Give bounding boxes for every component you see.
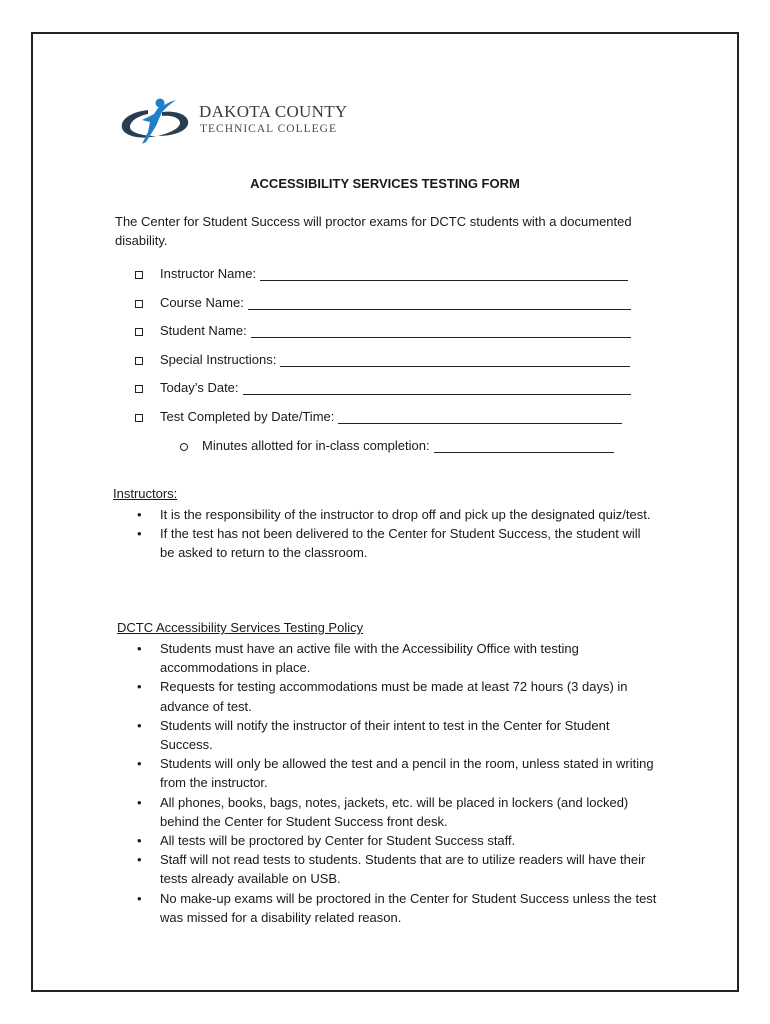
list-item-text: All phones, books, bags, notes, jackets, etc. will be placed in lockers (and locked) behind the Center for Student Success front desk. [160,794,629,829]
field-todays-date [135,380,631,409]
checkbox-icon [135,271,143,279]
bullet-icon: • [137,679,142,695]
checkbox-icon [135,414,143,422]
bullet-icon: • [137,852,142,868]
field-test-completed [135,409,631,438]
bullet-icon: • [137,794,142,810]
field-label: Course Name: [160,294,244,310]
checkbox-icon [135,357,143,365]
field-label: Instructor Name: [160,266,257,281]
list-item-text: If the test has not been delivered to the Center for Student Success, the student will be asked to return to the classroom. [160,526,641,561]
list-item-text: It is the responsibility of the instructor to drop off and pick up the designated quiz/test. [160,507,651,522]
list-item-text: Students will only be allowed the test and a pencil in the room, unless stated in writing from the instructor. [160,756,654,791]
list-item-text: All tests will be proctored by Center for Student Success staff. [160,833,516,849]
bullet-icon: • [137,717,142,733]
logo-name: DAKOTA COUNTY [199,102,348,121]
list-item [135,889,665,927]
list-item-text: Students will notify the instructor of their intent to test in the Center for Student Success. [160,717,610,753]
field-special-instructions [135,352,631,381]
list-item [135,505,655,524]
list-item [135,831,665,850]
list-item-text: Requests for testing accommodations must be made at least 72 hours (3 days) in advance of test. [160,679,628,714]
intro-text: The Center for Student Success will proctor exams for DCTC students with a documented disability. [115,214,632,248]
list-item [135,639,665,677]
bullet-icon: • [137,641,142,656]
logo-emblem-icon [118,96,198,151]
bullet-icon: • [137,833,142,849]
list-item [135,754,665,792]
minutes-allotted-input[interactable] [434,438,614,453]
field-label: Student Name: [160,323,247,338]
logo-subtitle: TECHNICAL COLLEGE [200,123,337,135]
checkbox-icon [135,328,143,336]
field-label: Special Instructions: [160,351,277,367]
bullet-icon: • [137,526,142,542]
list-item [135,524,655,562]
list-item-text: Students must have an active file with the Accessibility Office with testing accommodations in place. [160,641,579,676]
bullet-icon: • [137,507,142,522]
form-fields [135,266,631,437]
circle-bullet-icon [180,443,188,451]
special-instructions-input[interactable] [280,352,630,367]
field-minutes-allotted [180,438,614,453]
form-title: ACCESSIBILITY SERVICES TESTING FORM [250,176,520,191]
bullet-icon: • [137,890,142,906]
instructor-name-input[interactable] [260,266,628,281]
list-item [135,850,665,888]
field-label: Minutes allotted for in-class completion: [202,438,430,453]
todays-date-input[interactable] [243,380,631,395]
field-student-name [135,323,631,352]
field-label: Today’s Date: [160,380,239,395]
list-item [135,716,665,754]
course-name-input[interactable] [248,295,631,310]
list-item-text: No make-up exams will be proctored in the Center for Student Success unless the test was missed for a disability related reason. [160,890,657,925]
list-item [135,793,665,831]
field-label: Test Completed by Date/Time: [160,408,335,424]
list-item-text: Staff will not read tests to students. Students that are to utilize readers will have their tests already available on USB. [160,852,646,887]
field-instructor-name [135,266,631,295]
checkbox-icon [135,385,143,393]
instructors-list [135,505,655,563]
instructors-heading: Instructors: [113,486,178,501]
policy-heading: DCTC Accessibility Services Testing Policy [117,620,364,635]
test-completed-input[interactable] [338,409,622,424]
policy-list [135,639,665,927]
college-logo [118,96,368,151]
student-name-input[interactable] [251,323,631,338]
field-course-name [135,295,631,324]
list-item [135,677,665,715]
checkbox-icon [135,300,143,308]
bullet-icon: • [137,756,142,772]
